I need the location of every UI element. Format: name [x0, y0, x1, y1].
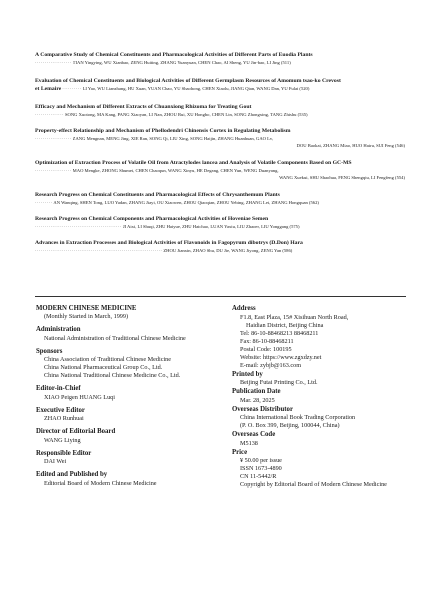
author-line [35, 142, 405, 149]
responsible-editor-value: DAI Wei [44, 458, 67, 465]
sponsor-value: China National Pharmaceutical Group Co., Ltd. [44, 364, 163, 371]
publication-frequency: (Monthly Started in March, 1999) [44, 313, 129, 320]
address-label: Address [232, 305, 256, 312]
article-5 [35, 160, 405, 181]
author-line [35, 111, 405, 118]
email: E-mail: zybjb@163.com [240, 361, 302, 369]
copyright: Copyright by Editorial Board of Modern Chinese Medicine [240, 481, 387, 488]
article-authors: ZHOU Jianxin, ZHAO Shu, DU Jie, WANG Jiyong, ZENG Yan (586) [163, 248, 293, 253]
magazine-name: MODERN CHINESE MEDICINE [36, 305, 137, 312]
telephone: Tel: 86-10-88468213 88468211 [240, 329, 319, 337]
director-label: Director of Editorial Board [36, 428, 116, 435]
sponsor-value: China National Traditional Chinese Medicine Co., Ltd. [44, 372, 181, 379]
address-line: Haidian District, Beijing China [246, 321, 324, 329]
distributor-value: China International Book Trading Corporation [240, 414, 356, 421]
director-value: WANG Liying [44, 436, 81, 444]
article-authors: LI Yao, WU Lianzhang, HU Xuan, YUAN Chao, YU Shaohong, CHEN Xiaolu, JIANG Qian, WANG Dan, YU Fulai (520) [82, 86, 310, 91]
leader-dots: ··················· [35, 60, 72, 65]
article-title: Evaluation of Chemical Constituents and Biological Activities of Different Germplasm Resources of Amomum tsao-ko Crevost [35, 78, 341, 84]
editor-in-chief-label: Editor-in-Chief [36, 385, 81, 392]
article-authors: WANG Xuekui, SHU Shaohua, FENG Shengqiu, LI Fengfeng (554) [279, 175, 405, 180]
article-6 [35, 192, 405, 206]
article-7 [35, 216, 405, 230]
editor-in-chief-value: XIAO Peigen HUANG Luqi [44, 393, 115, 401]
article-authors: JI Aixi, LI Shuqi, ZHU Haiyue, ZHU Haichao, LUAN Yaxiu, LIU Zhaoer, LIU Yonggang (575) [122, 224, 300, 229]
printed-by-label: Printed by [232, 370, 263, 378]
author-line [35, 167, 405, 174]
article-authors: DOU Baokai, ZHANG Miao, HUO Hairu, SUI Feng (546) [296, 143, 405, 148]
executive-editor-label: Executive Editor [36, 406, 85, 414]
article-authors: AN Wanqing, SHEN Tong, LUO Yadan, ZHANG Jiayi, OU Xiaowen, ZHOU Qiaoqian, ZHOU Yebing, ZHANG Lei, ZHANG Hongquan (562) [53, 200, 319, 205]
leader-dots: ··················· [35, 168, 72, 173]
section-divider [35, 296, 406, 297]
article-title: Research Progress on Chemical Constituents and Pharmacological Effects of Chrysanthemum Plants [35, 192, 280, 198]
executive-editor-value: ZHAO Runhuai [44, 415, 84, 422]
author-line [35, 85, 405, 93]
author-line [35, 199, 405, 206]
address-line: F1.8, East Plaza, 15# Xisihuan North Road, [240, 313, 349, 321]
imprint-left-column [36, 305, 226, 488]
author-line [35, 174, 405, 181]
publisher-value: Editorial Board of Modern Chinese Medicine [44, 479, 157, 487]
leader-dots: ·································································· [35, 248, 163, 253]
author-line [35, 59, 405, 66]
article-4 [35, 128, 405, 149]
article-1 [35, 52, 405, 66]
overseas-distributor-label: Overseas Distributor [232, 405, 293, 413]
article-authors: ZANG Mengnan, MENG Jing, XIE Ran, SONG Qi, LIU Xing, SONG Haijin, ZHANG Huanhuan, GAO Lv, [72, 136, 274, 141]
responsible-editor-label: Responsible Editor [36, 449, 92, 457]
article-title: Research Progress on Chemical Components and Pharmacological Activities of Hoveniae Semen [35, 216, 269, 222]
title-continuation: et Lemaire [35, 86, 62, 92]
leader-dots: ·········· [62, 86, 82, 91]
leader-dots: ········· [35, 200, 53, 205]
leader-dots: ············································· [35, 224, 122, 229]
website: Website: https://www.zgxdzy.net [240, 353, 322, 361]
leader-dots: ··············· [35, 112, 64, 117]
fax: Fax: 86-10-88468211 [240, 337, 294, 345]
article-title: Optimization of Extraction Process of Volatile Oil from Atractylodes lancea and Analysis of Volatile Components Based on GC-MS [35, 160, 352, 166]
sponsors-label: Sponsors [36, 347, 63, 355]
article-authors: MAO Mengke, ZHONG Shumei, CHEN Chaoqun, WANG Xinyu, HE Degang, CHEN Yun, WENG Duanyang, [72, 168, 279, 173]
author-line [35, 223, 405, 230]
article-title: Advances in Extraction Processes and Biological Activities of Flavonoids in Fagopyrum dibotrys (D.Don) Hara [35, 240, 303, 246]
postal-code: Postal Code: 100195 [240, 345, 292, 353]
distributor-address: (P. O. Box 399, Beijing, 100044, China) [240, 422, 340, 429]
overseas-code-label: Overseas Code [232, 431, 276, 438]
issn: ISSN 1673-4890 [240, 465, 282, 472]
article-title: Efficacy and Mechanism of Different Extracts of Chuanxiong Rhizoma for Treating Gout [35, 104, 252, 110]
author-line [35, 247, 405, 254]
article-2 [35, 78, 405, 93]
article-authors: SONG Xuotong, MA Kang, PANG Xiaoyan, LI Nan, ZHOU Rui, XU Hongbo, CHEN Lin, SONG Zhongxing, TANG Zhishu (535) [64, 112, 308, 117]
publication-date-label: Publication Date [232, 388, 281, 395]
publisher-label: Edited and Published by [36, 471, 108, 478]
leader-dots: ··················· [35, 136, 72, 141]
imprint-right-column [232, 305, 412, 489]
article-3 [35, 104, 405, 118]
administration-label: Administration [36, 326, 81, 333]
article-8 [35, 240, 405, 254]
printer-value: Beijing Futai Printing Co., Ltd. [240, 379, 318, 386]
cn-number: CN 11-5442/R [240, 473, 277, 480]
price-label: Price [232, 448, 248, 456]
sponsor-value: China Association of Traditional Chinese Medicine [44, 356, 172, 363]
price-value: ¥ 50.00 per issue [240, 457, 282, 464]
author-line [35, 135, 405, 142]
article-authors: TIAN Yingying, WU Xianbao, ZENG Huiting, ZHANG Yuanyuan, CHEN Chao, AI Sheng, YU Jin-bao, LI Jing (511) [72, 60, 291, 65]
article-title: A Comparative Study of Chemical Constituents and Pharmacological Activities of Different Parts of Euodia Plants [35, 52, 313, 58]
article-title: Property-effect Relationship and Mechanism of Phellodendri Chinensis Cortex in Regulating Metabolism [35, 128, 291, 134]
publication-date-value: Mar. 28, 2025 [240, 396, 275, 404]
administration-value: National Administration of Traditional Chinese Medicine [44, 334, 186, 342]
overseas-code-value: M5138 [240, 439, 258, 447]
